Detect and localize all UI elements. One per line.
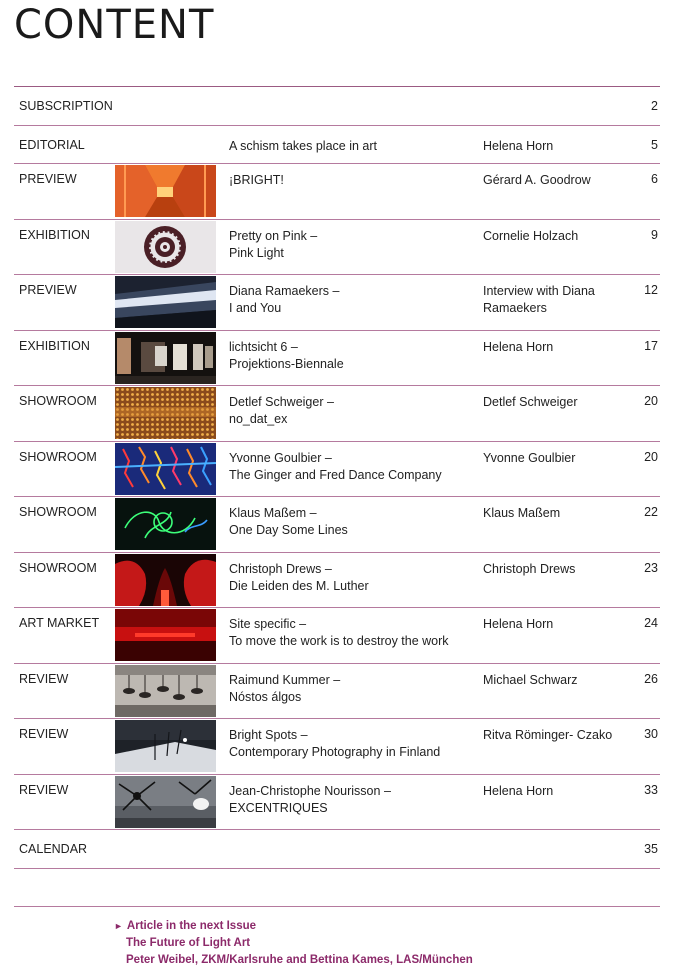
toc-author: Helena Horn (483, 617, 554, 631)
red-trees-image (115, 554, 216, 606)
toc-row[interactable] (14, 331, 660, 387)
toc-page-number: 20 (644, 394, 658, 408)
toc-title: Jean-Christophe Nourisson – EXCENTRIQUES (229, 783, 391, 815)
winter-night-image (115, 720, 216, 772)
toc-title: ¡BRIGHT! (229, 173, 284, 187)
toc-category: SHOWROOM (19, 560, 97, 575)
toc-category: EXHIBITION (19, 338, 90, 353)
toc-title: Christoph Drews – Die Leiden des M. Luther (229, 561, 369, 593)
toc-page-number: 33 (644, 782, 658, 797)
toc-page-number: 35 (644, 842, 658, 856)
golden-dots-image (115, 387, 216, 439)
toc-row[interactable] (14, 126, 660, 165)
toc-author: Interview with Diana Ramaekers (483, 284, 595, 315)
hanging-lamps-image (115, 665, 216, 717)
toc-row[interactable] (14, 164, 660, 220)
toc-category: PREVIEW (19, 283, 77, 297)
triangle-right-icon: ► (114, 921, 123, 931)
toc-row[interactable] (14, 275, 660, 331)
toc-category: SHOWROOM (19, 394, 97, 408)
toc-author: Klaus Maßem (483, 506, 561, 520)
next-issue-authors: Peter Weibel, ZKM/Karlsruhe and Bettina Kames, LAS/München (126, 954, 473, 966)
toc-title: Diana Ramaekers – I and You (229, 284, 340, 315)
red-room-image (115, 609, 216, 661)
toc-row[interactable] (14, 664, 660, 720)
toc-category: SUBSCRIPTION (19, 99, 113, 113)
toc-page-number: 22 (644, 505, 658, 519)
page-title: CONTENT (14, 2, 215, 48)
toc-category: REVIEW (19, 671, 69, 686)
toc-category: EDITORIAL (19, 137, 85, 152)
toc-author: Yvonne Goulbier (483, 450, 576, 465)
toc-row[interactable] (14, 87, 660, 126)
projection-screens-image (115, 332, 216, 384)
toc-title: Site specific – To move the work is to destroy the work (229, 617, 449, 648)
toc-title: Raimund Kummer – Nóstos álgos (229, 672, 341, 704)
green-lines-image (115, 498, 216, 550)
toc-category: REVIEW (19, 782, 69, 797)
next-issue-note (114, 918, 473, 969)
toc-page-number: 24 (644, 616, 658, 630)
toc-page-number: 5 (651, 137, 658, 152)
orange-corridor-image (115, 165, 216, 217)
toc-page-number: 12 (644, 283, 658, 297)
toc-row[interactable] (14, 220, 660, 276)
toc-title: A schism takes place in art (229, 138, 377, 153)
toc-title: Detlef Schweiger – no_dat_ex (229, 395, 334, 426)
toc-title: Klaus Maßem – One Day Some Lines (229, 506, 348, 537)
next-issue-label: Article in the next Issue (126, 920, 257, 932)
toc-author: Gérard A. Goodrow (483, 173, 591, 187)
ornamental-rosette-image (115, 221, 216, 273)
toc-page-number: 30 (644, 727, 658, 741)
toc-title: lichtsicht 6 – Projektions-Biennale (229, 339, 344, 371)
light-sign-image (115, 276, 216, 328)
toc-title: Bright Spots – Contemporary Photography in Finland (229, 728, 441, 759)
toc-row[interactable] (14, 386, 660, 442)
chandelier-image (115, 776, 216, 828)
toc-page-number: 2 (651, 99, 658, 113)
table-of-contents (14, 86, 660, 869)
toc-author: Helena Horn (483, 339, 554, 354)
toc-author: Detlef Schweiger (483, 395, 578, 409)
toc-category: REVIEW (19, 727, 69, 741)
toc-row[interactable] (14, 497, 660, 553)
toc-author: Helena Horn (483, 138, 554, 153)
toc-row[interactable] (14, 719, 660, 775)
footer-divider (14, 906, 660, 907)
toc-category: SHOWROOM (19, 449, 97, 464)
toc-row[interactable] (14, 775, 660, 831)
toc-page-number: 17 (644, 338, 658, 353)
toc-row[interactable] (14, 442, 660, 498)
next-issue-title: The Future of Light Art (126, 937, 251, 949)
toc-page-number: 9 (651, 227, 658, 242)
toc-author: Cornelie Holzach (483, 228, 579, 243)
toc-author: Christoph Drews (483, 561, 576, 576)
toc-page-number: 6 (651, 172, 658, 186)
toc-author: Ritva Röminger- Czako (483, 728, 613, 742)
toc-page-number: 20 (644, 449, 658, 464)
toc-category: EXHIBITION (19, 227, 90, 242)
toc-page-number: 23 (644, 560, 658, 575)
toc-author: Helena Horn (483, 783, 554, 798)
toc-category: SHOWROOM (19, 505, 97, 519)
toc-row[interactable] (14, 830, 660, 869)
toc-category: PREVIEW (19, 172, 77, 186)
neon-figures-image (115, 443, 216, 495)
toc-title: Pretty on Pink – Pink Light (229, 228, 318, 260)
toc-title: Yvonne Goulbier – The Ginger and Fred Dance Company (229, 450, 442, 482)
toc-row[interactable] (14, 608, 660, 664)
toc-page-number: 26 (644, 671, 658, 686)
toc-category: ART MARKET (19, 616, 100, 630)
toc-row[interactable] (14, 553, 660, 609)
toc-category: CALENDAR (19, 842, 88, 856)
toc-author: Michael Schwarz (483, 672, 578, 687)
